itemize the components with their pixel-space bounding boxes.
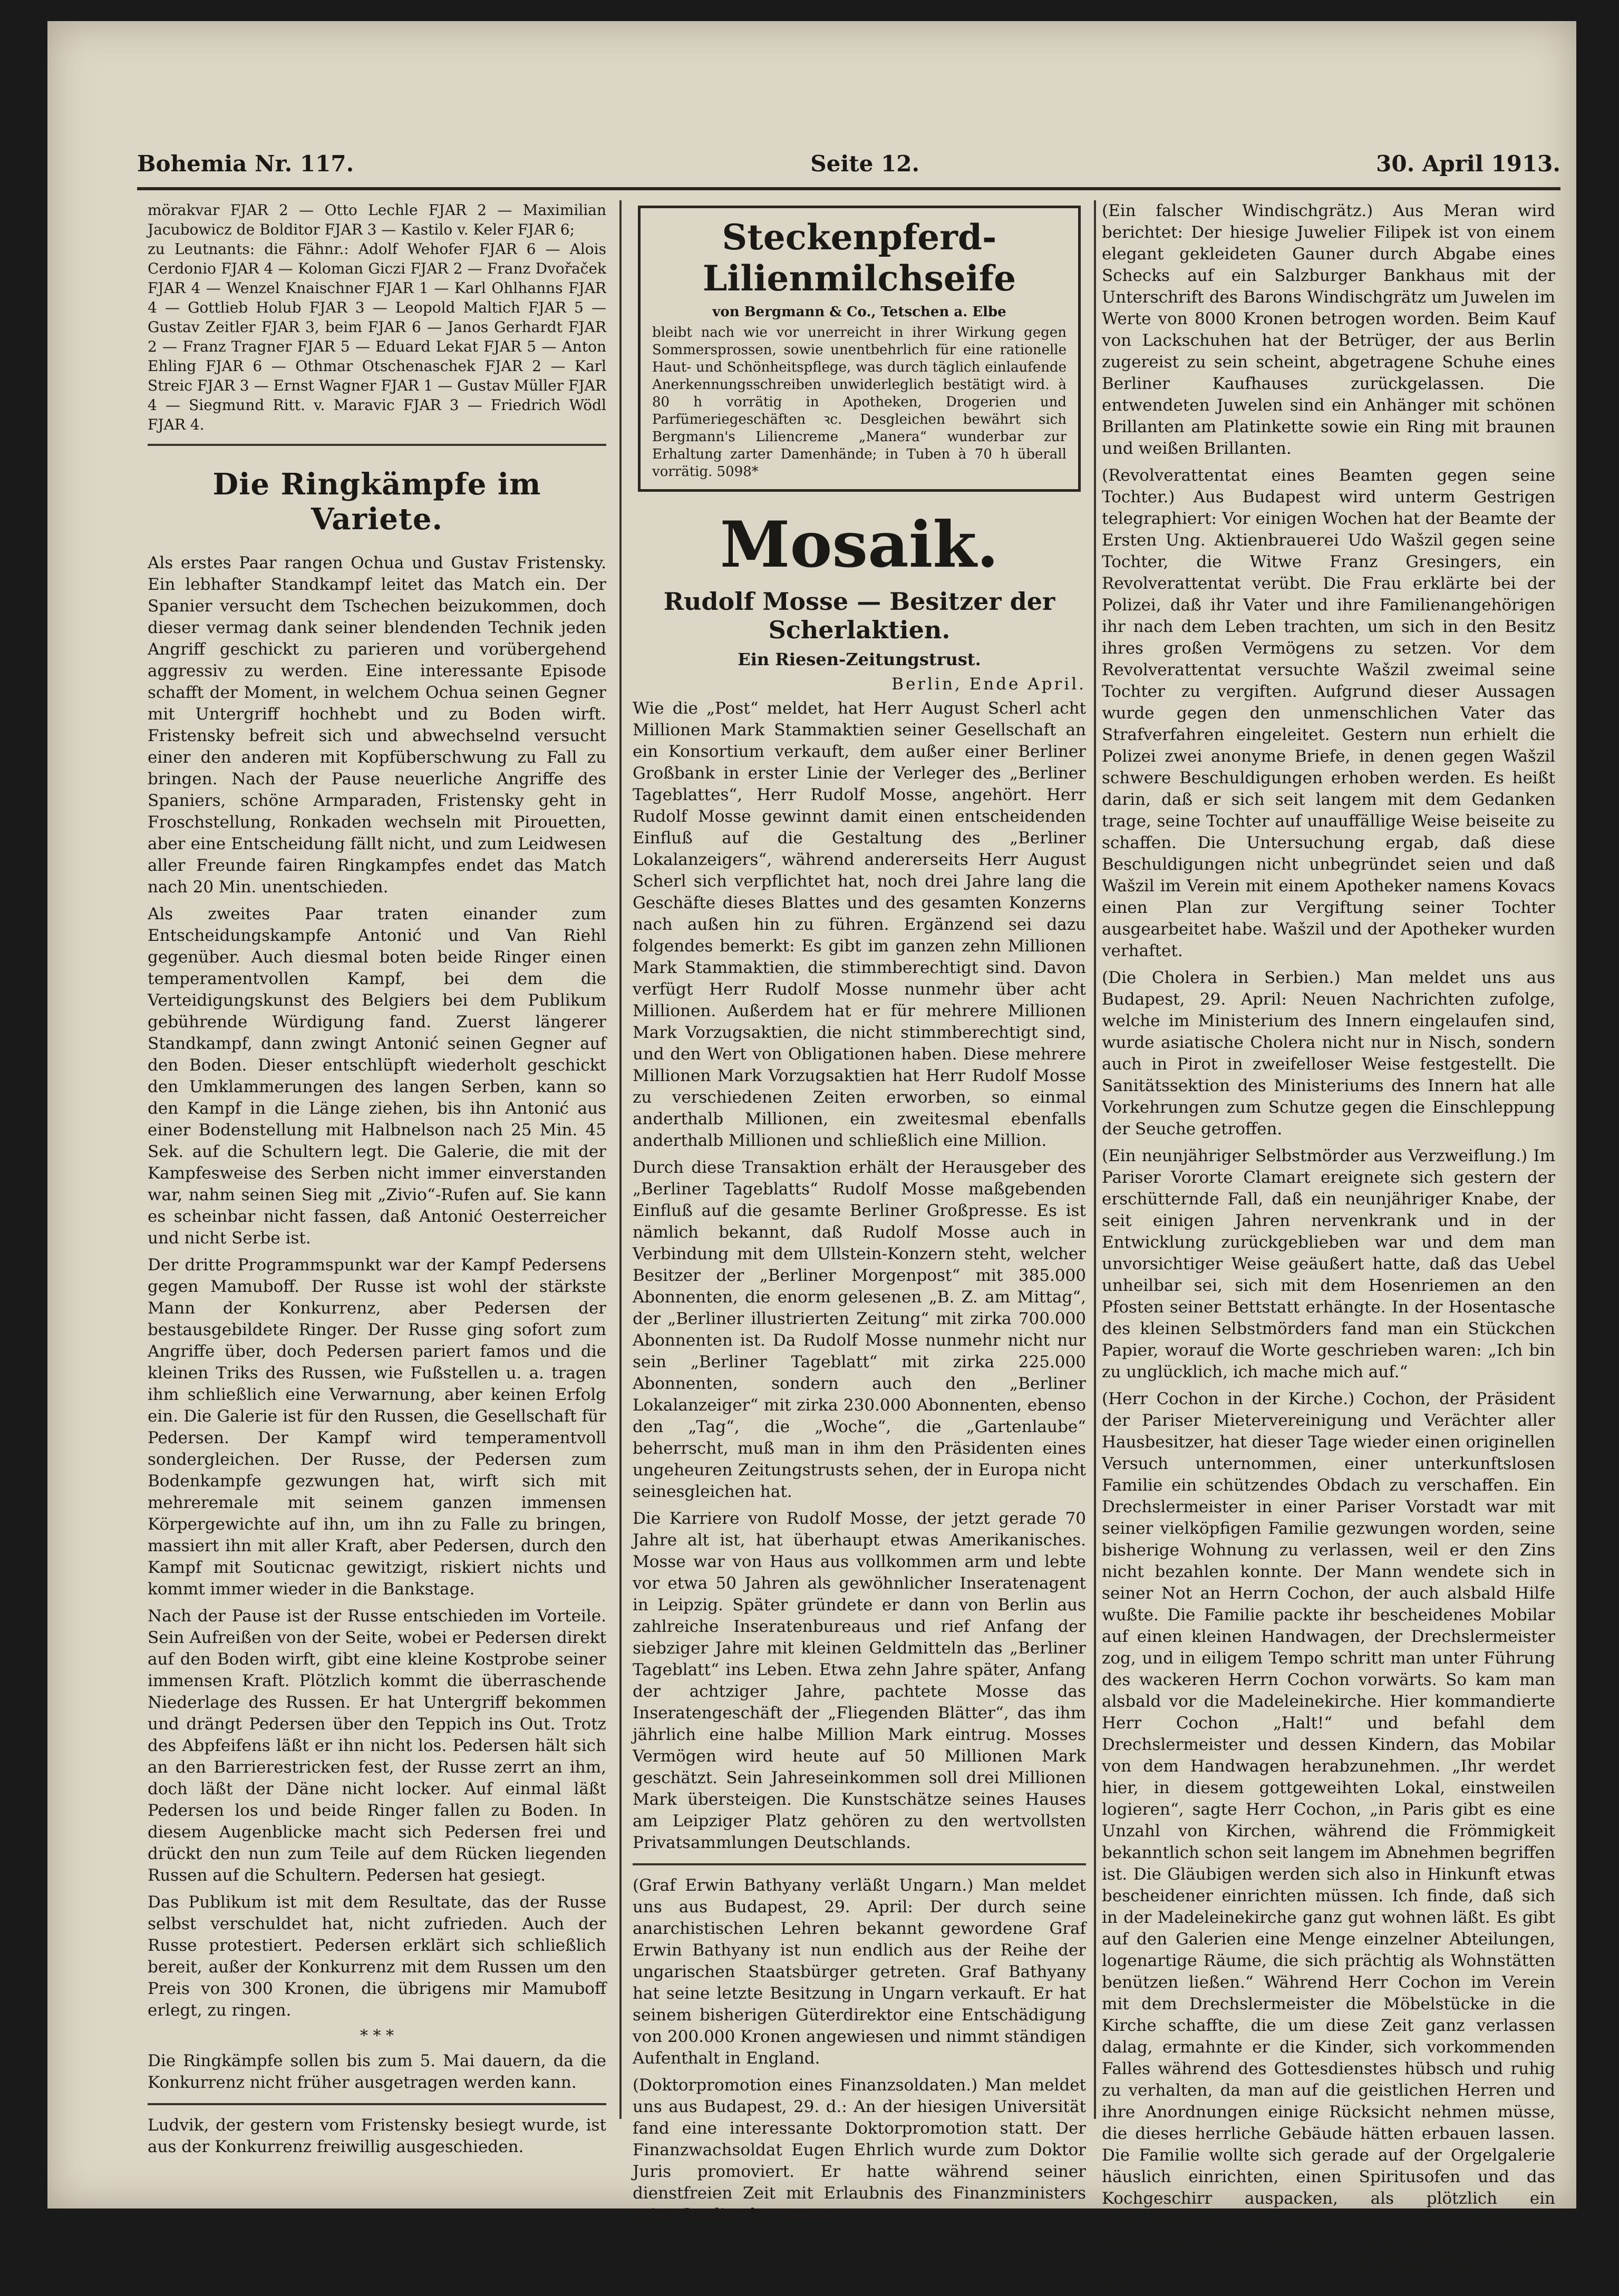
section-rule [148, 444, 606, 446]
article-note: Ludvik, der gestern vom Fristensky besiegt wurde, ist aus der Konkurrenz freiwillig ausgeschieden. [148, 2116, 606, 2156]
ad-title-line2: Lilienmilchseife [702, 258, 1016, 299]
ad-title-line1: Steckenpferd- [722, 217, 997, 258]
article-paragraph: Die Karriere von Rudolf Mosse, der jetzt gerade 70 Jahre alt ist, hat überhaupt etwas Amerikanisches. Mosse war von Haus aus vollkommen arm und lebte vor etwa 50 Jahren als gewöhnlicher Inseratenagent in Leipzig. Später gründete er dann von Berlin aus zahlreiche Inseratenbureaus und rief Anfang der siebziger Jahre mit kleinen Geldmitteln das „Berliner Tageblatt“ ins Leben. Etwa zehn Jahre später, Anfang der achtziger Jahre, pachtete Mosse das Inseratengeschäft der „Fliegenden Blätter“, das ihm jährlich eine halbe Million Mark eintrug. Mosses Vermögen wird heute auf 50 Millionen Mark geschätzt. Sein Jahreseinkommen soll drei Millionen Mark übersteigen. Die Kunstschätze seines Hauses am Leipziger Platz gehören zu den wertvollsten Privatsammlungen Deutschlands. [633, 1509, 1086, 1852]
article-paragraph: Als zweites Paar traten einander zum Entscheidungskampfe Antonić und Van Riehl gegenüber. Auch diesmal boten beide Ringer einen temperamentvollen Kampf, bei dem die Verteidigungskunst des Belgiers bei dem Publikum gebührende Würdigung fand. Zuerst längerer Standkampf, dann zwingt Antonić seinen Gegner auf den Boden. Dieser entschlüpft wiederholt geschickt den Umklammerungen des langen Serben, kann so den Kampf in die Länge ziehen, bis ihn Antonić aus einer Bodenstellung mit Halbnelson nach 25 Min. 45 Sek. auf die Schultern legt. Die Galerie, die mit der Kampfesweise des Serben nicht immer einverstanden war, nahm seinen Sieg mit „Zivio“-Rufen auf. Sie kann es scheinbar nicht fassen, daß Antonić Oesterreicher und nicht Serbe ist. [148, 904, 606, 1248]
page-number: Seite 12. [810, 150, 920, 177]
article-note: Die Ringkämpfe sollen bis zum 5. Mai dauern, da die Konkurrenz nicht früher ausgetragen werden kann. [148, 2051, 606, 2092]
article-paragraph: Nach der Pause ist der Russe entschieden im Vorteile. Sein Aufreißen von der Seite, wobei er Pedersen direkt auf den Boden wirft, gibt eine kleine Kostprobe seiner immensen Kraft. Plötzlich kommt die überraschende Niederlage des Russen. Er hat Untergriff bekommen und drängt Pedersen über den Teppich ins Out. Trotz des Abpfeifens läßt er ihn nicht los. Pedersen hält sich an den Barrierestricken fest, der Russe zerrt an ihm, doch läßt der Däne nicht locker. Auf einmal läßt Pedersen los und beide Ringer fallen zu Boden. In diesem Augenblicke macht sich Pedersen frei und drückt den nun zum Teile auf dem Rücken liegenden Russen auf die Schultern. Pedersen hat gesiegt. [148, 1607, 606, 1885]
header-rule [137, 187, 1560, 190]
article-paragraph: Wie die „Post“ meldet, hat Herr August Scherl acht Millionen Mark Stammaktien seiner Gesellschaft an ein Konsortium verkauft, dem außer einer Berliner Großbank in erster Linie der Verleger des „Berliner Tageblattes“, Herr Rudolf Mosse, angehört. Herr Rudolf Mosse gewinnt damit einen entscheidenden Einfluß auf die Gestaltung des „Berliner Lokalanzeigers“, während andererseits Herr August Scherl sich verpflichtet hat, noch drei Jahre lang die Geschäfte dieses Blattes und des gesamten Konzerns nach außen hin zu führen. Ergänzend sei dazu folgendes bemerkt: Es gibt im ganzen zehn Millionen Mark Stammaktien, die stimmberechtigt sind. Davon verfügt Herr Rudolf Mosse nunmehr über acht Millionen. Außerdem hat er für mehrere Millionen Mark Vorzugsaktien, die nicht stimmberechtigt sind, und den Wert von Obligationen haben. Diese mehrere Millionen Mark Vorzugsaktien hat Herr Rudolf Mosse zu verschiedenen Zeiten erworben, so einmal anderthalb Millionen, ein zweitesmal ebenfalls anderthalb Millionen und schließlich eine Million. [633, 699, 1086, 1150]
article-note: (Herr Cochon in der Kirche.) Cochon, der Präsident der Pariser Mietervereinigung und Verächter aller Hausbesitzer, hat dieser Tage wieder einen originellen Versuch unternommen, einer unterkunftslosen Familie ein schützendes Obdach zu verschaffen. Ein Drechslermeister in einer Pariser Vorstadt war mit seiner vielköpfigen Familie gezwungen worden, seine bisherige Wohnung zu verlassen, weil er den Zins nicht bezahlen konnte. Der Mann wendete sich in seiner Not an Herrn Cochon, der auch alsbald Hilfe wußte. Die Familie packte ihr bescheidenes Mobilar auf einen kleinen Handwagen, der Drechslermeister zog, und in eiligem Tempo schritt man unter Führung des wackeren Herrn Cochon vorwärts. So kam man alsbald vor die Madeleinekirche. Hier kommandierte Herr Cochon „Halt!“ und befahl dem Drechslermeister und dessen Kindern, das Mobilar von dem Handwagen herabzunehmen. „Ihr werdet hier, in diesem gottgeweihten Lokal, einstweilen logieren“, sagte Herr Cochon, „in Paris gibt es eine Unzahl von Kirchen, während die Frömmigkeit bekanntlich schon seit langem im Abnehmen begriffen ist. Die Gläubigen werden sich also in Hinkunft etwas bescheidener einrichten müssen. Ich finde, daß sich in der Madeleinekirche ganz gut wohnen läßt. Es gibt auf den Galerien eine Menge einzelner Abteilungen, logenartige Räume, die sich prächtig als Wohnstätten benützen ließen.“ Während Herr Cochon im Verein mit dem Drechslermeister die Möbelstücke in die Kirche schaffte, die um diese Zeit ganz verlassen dalag, ermahnte er die Kinder, sich vorkommenden Falles während des Gottesdienstes hübsch und ruhig zu verhalten, da man auf die geistlichen Herren und ihre Anordnungen einige Rücksicht nehmen müsse, die dieses herrliche Gebäude hätten erbauen lassen. Die Familie wollte sich gerade auf der Orgelgalerie häuslich einrichten, einen Spiritusofen und das Kochgeschirr auspacken, als plötzlich ein Kirchendiener erschien, der vor Erstaunen fassungslos stehen blieb. Herr Cochon herrschte ihn aber gleich an: „Sie sind ein kräftiger Mann. Helfen Sie uns, hier [1102, 1389, 1555, 2294]
article-note: (Die Cholera in Serbien.) Man meldet uns aus Budapest, 29. April: Neuen Nachrichten zufolge, welche im Ministerium des Innern eingelaufen sind, wurde asiatische Cholera nicht nur in Nisch, sondern auch in Pirot in zweifelloser Weise festgestellt. Die Sanitätssektion des Ministeriums des Innern hat alle Vorkehrungen zum Schutze gegen die Einschleppung der Seuche getroffen. [1102, 968, 1555, 1139]
article-note: (Doktorpromotion eines Finanzsoldaten.) Man meldet uns aus Budapest, 29. d.: An der hiesigen Universität fand eine interessante Doktorpromotion statt. Der Finanzwachsoldat Eugen Ehrlich wurde zum Doktor Juris promoviert. Er hatte während seiner dienstfreien Zeit mit Erlaubnis des Finanzministers seine Studien begonnen. [633, 2076, 1086, 2224]
list-item: zu Leutnants: die Fähnr.: Adolf Wehofer FJAR 6 — Alois Cerdonio FJAR 4 — Koloman Giczi FJAR 2 — Franz Dvořaček FJAR 4 — Wenzel Knaischner FJAR 1 — Karl Ohlhanns FJAR 4 — Gottlieb Holub FJAR 3 — Leopold Maltich FJAR 5 — Gustav Zeitler FJAR 3, beim FJAR 6 — Janos Gerhardt FJAR 2 — Franz Tragner FJAR 5 — Eduard Lekat FJAR 5 — Anton Ehling FJAR 6 — Othmar Otschenaschek FJAR 2 — Karl Streic FJAR 3 — Ernst Wagner FJAR 1 — Gustav Müller FJAR 4 — Siegmund Ritt. v. Maravic FJAR 3 — Friedrich Wödl FJAR 4. [148, 240, 606, 433]
article-subheadline: Ein Riesen-Zeitungstrust. [738, 649, 981, 669]
article-paragraph: Durch diese Transaktion erhält der Herausgeber des „Berliner Tageblatts“ Rudolf Mosse maßgebenden Einfluß auf die gesamte Berliner Großpresse. Es ist nämlich bekannt, daß Rudolf Mosse auch in Verbindung mit dem Ullstein-Konzern steht, welcher Besitzer der „Berliner Morgenpost“ mit 385.000 Abonnenten, die enorm gelesenen „B. Z. am Mittag“, der „Berliner illustrierten Zeitung“ mit zirka 700.000 Abonnenten ist. Da Rudolf Mosse nunmehr nicht nur sein „Berliner Tageblatt“ mit zirka 225.000 Abonnenten, sondern auch den „Berliner Lokalanzeiger“ mit zirka 230.000 Abonnenten, ebenso den „Tag“, die „Woche“, die „Gartenlaube“ beherrscht, muß man in ihm den Präsidenten eines ungeheuren Zeitungstrusts sehen, der in Europa nicht seinesgleichen hat. [633, 1158, 1086, 1501]
column-divider-2 [1094, 200, 1096, 2119]
article-paragraph: Als erstes Paar rangen Ochua und Gustav Fristensky. Ein lebhafter Standkampf leitet das Match ein. Der Spanier versucht dem Tschechen beizukommen, doch dieser vermag dank seiner blendenden Technik jeden Angriff geschickt zu parieren und vorübergehend aggressiv zu werden. Eine interessante Episode schafft der Moment, in welchem Ochua seinen Gegner mit Untergriff hochhebt und zu Boden wirft. Fristensky befreit sich und abwechselnd versucht einer den anderen mit Kopfüberschwung zu Fall zu bringen. Nach der Pause neuerliche Angriffe des Spaniers, schöne Armparaden, Fristensky geht in Froschstellung, Ronkaden wechseln mit Pirouetten, aber eine Entscheidung fällt nicht, und zum Leidwesen aller Freunde fairen Ringkampfes endet das Match nach 20 Min. unentschieden. [148, 553, 606, 897]
article-headline: Die Ringkämpfe im Variete. [212, 467, 541, 537]
issue-date: 30. April 1913. [1376, 150, 1560, 177]
page-header [137, 142, 1560, 184]
article-dateline: Berlin, Ende April. [891, 675, 1086, 694]
article-note: (Ein falscher Windischgrätz.) Aus Meran wird berichtet: Der hiesige Juwelier Filipek ist von einem elegant gekleideten Gauner durch Abgabe eines Schecks auf ein Salzburger Bankhaus mit der Unterschrift des Barons Windischgrätz um Juwelen im Werte von 8000 Kronen betrogen worden. Beim Kauf von Lackschuhen hat der Betrüger, der aus Berlin zugereist zu sein scheint, abgetragene Schuhe eines Berliner Kaufhauses zurückgelassen. Die entwendeten Juwelen sind ein Anhänger mit schönen Brillanten am Platinkette sowie ein Ring mit braunen und weißen Brillanten. [1102, 201, 1555, 458]
section-rule [633, 1863, 1086, 1865]
article-paragraph: Der dritte Programmspunkt war der Kampf Pedersens gegen Mamuboff. Der Russe ist wohl der stärkste Mann der Konkurrenz, aber Pedersen der bestausgebildete Ringer. Der Russe ging sofort zum Angriffe über, doch Pedersen pariert famos und die kleinen Triks des Russen, wie Fußstellen u. a. tragen ihm schließlich eine Verwarnung, aber keinen Erfolg ein. Die Galerie ist für den Russen, die Gesellschaft für Pedersen. Der Kampf wird temperamentvoll sondergleichen. Der Russe, der Pedersen zum Bodenkampfe gezwungen hat, wirft sich mit mehreremale mit seinem ganzen immensen Körpergewichte auf ihn, um ihn zu Falle zu bringen, massiert ihn mit aller Kraft, aber Pedersen, durch den Kampf mit Souticnac gewitzigt, riskiert nichts und kommt immer wieder in die Bankstage. [148, 1256, 606, 1599]
separator-stars: * * * [360, 2027, 394, 2045]
article-paragraph: Das Publikum ist mit dem Resultate, das der Russe selbst verschuldet hat, nicht zufrieden. Auch der Russe protestiert. Pedersen erklärt sich schließlich bereit, außer der Konkurrenz mit dem Russen um den Preis von 300 Kronen, die übrigens mir Mamuboff erlegt, zu ringen. [148, 1893, 606, 2020]
list-item: mörakvar FJAR 2 — Otto Lechle FJAR 2 — Maximilian Jacubowicz de Bolditor FJAR 3 — Kastilo v. Keler FJAR 6; [148, 201, 606, 238]
column-3 [1102, 200, 1555, 2294]
masthead-issue: Bohemia Nr. 117. [137, 150, 354, 177]
column-2 [633, 200, 1086, 2224]
article-note: (Revolverattentat eines Beamten gegen seine Tochter.) Aus Budapest wird unterm Gestrigen telegraphiert: Vor einigen Wochen hat der Beamte der Ersten Ung. Aktienbrauerei Udo Wašzil gegen seine Tochter, die Witwe Franz Gresingers, ein Revolverattentat verübt. Die Frau erklärte bei der Polizei, daß ihr Vater und ihre Familienangehörigen ihr nach dem Leben trachten, um sich in den Besitz ihres großen Vermögens zu setzen. Vor dem Revolverattentat versuchte Wašzil zweimal seine Tochter zu vergiften. Aufgrund dieser Aussagen wurde gegen den unmenschlichen Vater das Strafverfahren eingeleitet. Gestern nun erhielt die Polizei zwei anonyme Briefe, in denen gegen Wašzil schwere Beschuldigungen erhoben werden. Es heißt darin, daß er sich seit langem mit dem Gedanken trage, seine Tochter auf unauffällige Weise beiseite zu schaffen. Die Untersuchung ergab, daß diese Beschuldigungen nicht unbegründet seien und daß Wašzil im Verein mit einem Apotheker namens Kovacs einen Plan zur Vergiftung seiner Tochter ausgearbeitet habe. Wašzil und der Apotheker wurden verhaftet. [1102, 466, 1555, 960]
article-headline: Rudolf Mosse — Besitzer der Scherlaktien. [663, 587, 1055, 644]
newspaper-page [47, 21, 1576, 2294]
ad-manufacturer: von Bergmann & Co., Tetschen a. Elbe [712, 304, 1006, 320]
column-1 [148, 200, 606, 2156]
article-note: (Graf Erwin Bathyany verläßt Ungarn.) Man meldet uns aus Budapest, 29. April: Der durch seine anarchistischen Lehren bekannt gewordene Graf Erwin Bathyany ist nun endlich aus der Reihe der ungarischen Staatsbürger getreten. Graf Bathyany hat seine letzte Besitzung in Ungarn verkauft. Er hat seinem bisherigen Güterdirektor eine Entschädigung von 200.000 Kronen angewiesen und nimmt ständigen Aufenthalt in England. [633, 1876, 1086, 2068]
section-title: Mosaik. [720, 508, 999, 582]
promotion-list [148, 200, 606, 434]
article-note: (Ein neunjähriger Selbstmörder aus Verzweiflung.) Im Pariser Vororte Clamart ereignete sich gestern der erschütternde Fall, daß ein neunjähriger Knabe, der seit einigen Jahren nervenkrank und in der Entwicklung zurückgeblieben war und dem man unvorsichtiger Weise geäußert hatte, daß das Uebel unheilbar sei, sich mit dem Hosenriemen an den Pfosten seiner Bettstatt erhängte. In der Hosentasche des kleinen Selbstmörders fand man ein Stückchen Papier, worauf die Worte geschrieben waren: „Ich bin zu unglücklich, ich mache mich auf.“ [1102, 1146, 1555, 1382]
advertisement-box [638, 206, 1081, 492]
column-divider-1 [619, 200, 622, 2119]
section-rule [148, 2103, 606, 2105]
ad-body: bleibt nach wie vor unerreicht in ihrer Wirkung gegen Sommersprossen, sowie unentbehrlich für eine rationelle Haut- und Schönheitspflege, was durch täglich einlaufende Anerkennungsschreiben unwiderleglich bestätigt wird. à 80 h vorrätig in Apotheken, Drogerien und Parfümeriegeschäften ꝛc. Desgleichen bewährt sich Bergmann's Liliencreme „Manera“ wunderbar zur Erhaltung zarter Damenhände; in Tuben à 70 h überall vorrätig. 5098* [652, 325, 1067, 480]
